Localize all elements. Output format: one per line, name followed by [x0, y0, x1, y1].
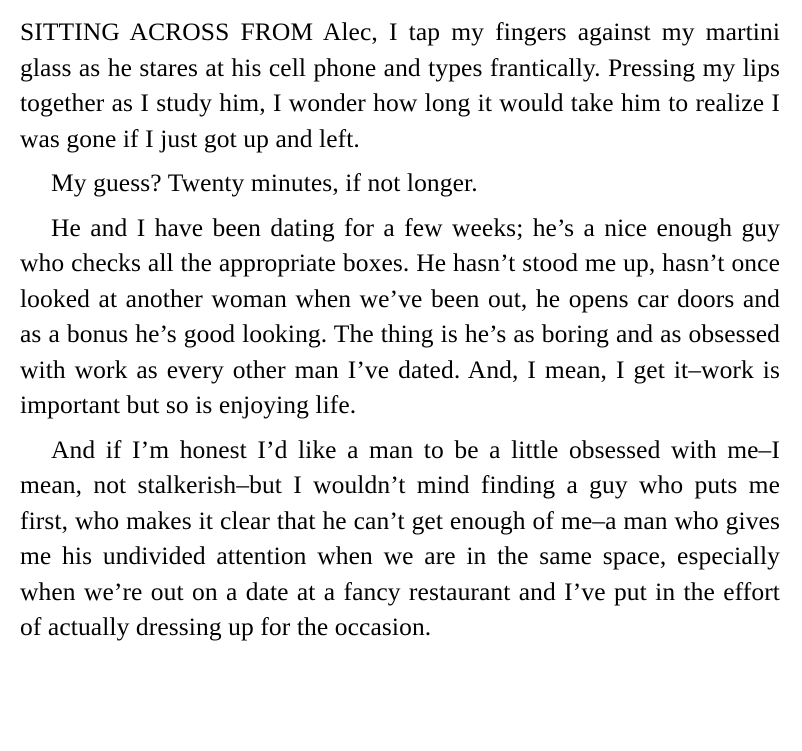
paragraph-1: SITTING ACROSS FROM Alec, I tap my fingers against my martini glass as he stares at his cell phone and types frantically. Pressing my lips together as I study him, I wonder how long it would take him to realize I was gone if I just got up and left.: [20, 17, 780, 153]
body-text-column: [20, 14, 780, 645]
paragraph-3: He and I have been dating for a few weeks; he’s a nice enough guy who checks all the appropriate boxes. He hasn’t stood me up, hasn’t once looked at another woman when we’ve been out, he opens car doors and as a bonus he’s good looking. The thing is he’s as boring and as obsessed with work as every other man I’ve dated. And, I mean, I get it–work is important but so is enjoying life.: [20, 212, 780, 419]
paragraph-2: My guess? Twenty minutes, if not longer.: [51, 168, 478, 197]
paragraph-4: And if I’m honest I’d like a man to be a little obsessed with me–I mean, not stalkerish–but I wouldn’t mind finding a guy who puts me first, who makes it clear that he can’t get enough of me–a man who gives me his undivided attention when we are in the same space, especially when we’re out on a date at a fancy restaurant and I’ve put in the effort of actually dressing up for the occasion.: [20, 434, 780, 641]
